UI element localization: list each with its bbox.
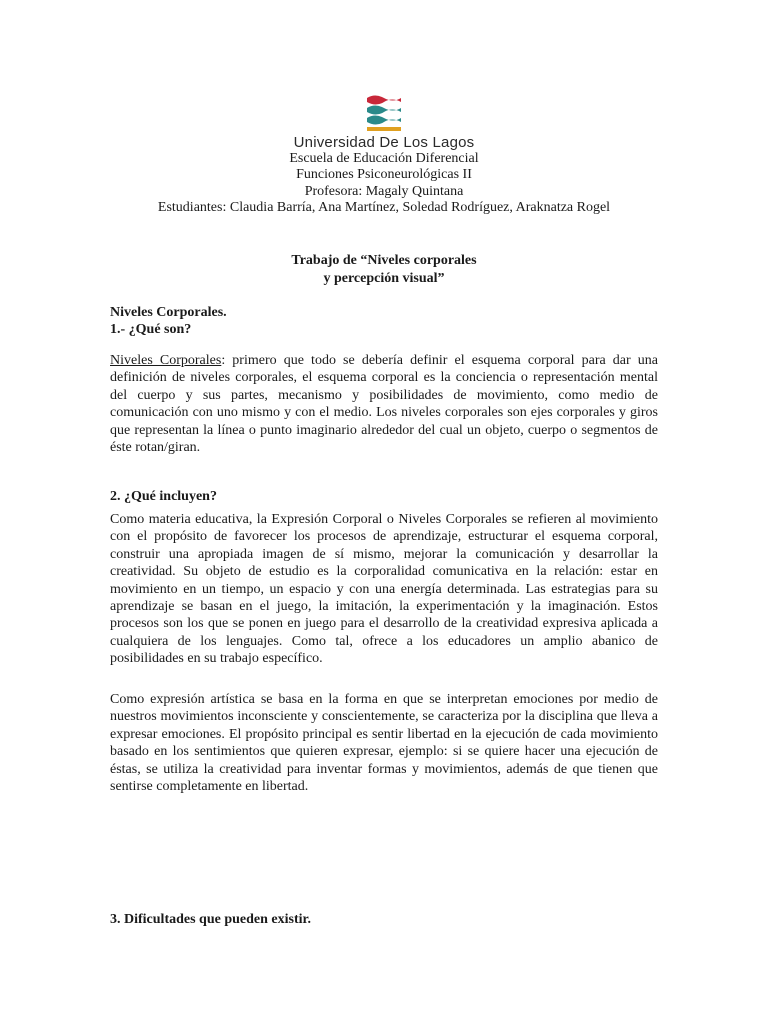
course-name: Funciones Psiconeurológicas II [296, 167, 472, 183]
document-title [110, 252, 658, 287]
section-3-heading: 3. Dificultades que pueden existir. [110, 912, 311, 927]
section-1-subheading: 1.- ¿Qué son? [110, 322, 192, 338]
section-2-body-2 [110, 691, 658, 795]
title-line-2: y percepción visual” [323, 270, 445, 286]
section-3 [110, 911, 658, 928]
university-logo [288, 86, 480, 154]
section-2 [110, 488, 658, 505]
document-header [110, 151, 658, 217]
section-2-heading: 2. ¿Qué incluyen? [110, 489, 217, 504]
defined-term: Niveles Corporales [110, 353, 222, 368]
university-name: Universidad De Los Lagos [293, 134, 475, 151]
definition-text: : primero que todo se debería definir el esquema corporal para dar una definición de niveles corporales, el esquema corporal es la conciencia o representación mental del cuerpo y sus partes, mecanismo y posibilidades de movimiento, como medio de comunicación con uno mismo y con el medio. Los niveles corporales son ejes corporales y giros que representan la línea o punto imaginario alrededor del cual un objeto, cuerpo o segmentos de éste rotan/giran. [110, 353, 658, 456]
university-emblem-icon [365, 92, 403, 132]
section-1 [110, 304, 658, 339]
teacher-name: Profesora: Magaly Quintana [304, 183, 464, 199]
title-line-1: Trabajo de “Niveles corporales [291, 253, 477, 268]
school-name: Escuela de Educación Diferencial [289, 151, 479, 166]
section-1-body [110, 352, 658, 456]
section-2-body [110, 511, 658, 668]
section-2-paragraph-2: Como expresión artística se basa en la forma en que se interpretan emociones por medio de nuestros movimientos inconsciente y conscientemente, se caracteriza por la disciplina que lleva a expresar emociones. El propósito principal es sentir libertad en la ejecución de cada movimiento basado en los sentimientos que quieren expresar, ejemplo: si se quiere hacer una ejecución de éstas, se utiliza la creatividad para inventar formas y movimientos, además de que tienen que sentirse completamente en libertad. [110, 692, 658, 795]
section-1-heading: Niveles Corporales. [110, 305, 227, 320]
section-1-paragraph [110, 352, 658, 456]
student-names: Estudiantes: Claudia Barría, Ana Martínez, Soledad Rodríguez, Araknatza Rogel [157, 200, 611, 216]
section-2-paragraph-1: Como materia educativa, la Expresión Corporal o Niveles Corporales se refieren al movimiento con el propósito de favorecer los procesos de aprendizaje, estructurar el esquema corporal, construir una apropiada imagen de sí mismo, mejorar la comunicación y desarrollar la creatividad. Su objeto de estudio es la corporalidad comunicativa en la relación: estar en movimiento en un tiempo, un espacio y con una energía determinada. Las estrategias para su aprendizaje se basan en el juego, la imitación, la experimentación y la imaginación. Estos procesos son los que se ponen en juego para el desarrollo de la creatividad expresiva aplicada a cualquiera de los lenguajes. Como tal, ofrece a los educadores un amplio abanico de posibilidades en su trabajo específico. [110, 512, 658, 667]
